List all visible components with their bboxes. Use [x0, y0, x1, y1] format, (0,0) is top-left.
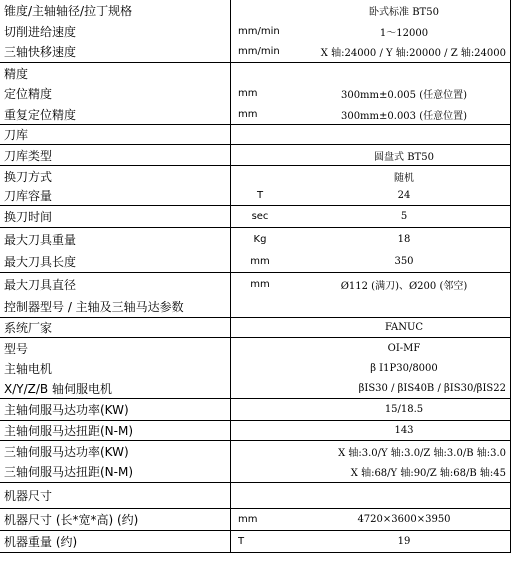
row-value: 15/18.5 — [384, 404, 424, 415]
row-label: 主轴伺服马达扭距(N-M) — [4, 424, 134, 438]
row-label: 系统厂家 — [4, 321, 53, 335]
row-unit: mm — [238, 108, 258, 120]
row-value: βIS30 / βIS40B / βIS30/βIS22 — [358, 382, 506, 394]
row-value: 19 — [397, 536, 411, 547]
row-label: X/Y/Z/B 轴伺服电机 — [4, 381, 112, 396]
table-row — [0, 399, 511, 421]
row-unit: T — [256, 190, 264, 201]
section-header-row — [0, 125, 511, 145]
row-label: 重复定位精度 — [4, 107, 77, 122]
table-row — [0, 461, 511, 483]
row-unit: sec — [251, 211, 269, 222]
row-label: 换刀方式 — [4, 169, 53, 184]
row-unit — [238, 338, 298, 358]
row-label: 三轴伺服马达扭距(N-M) — [4, 465, 134, 479]
table-row — [0, 0, 511, 21]
row-value: β I1P30/8000 — [370, 362, 438, 374]
table-row — [0, 83, 511, 104]
row-value: 1～12000 — [379, 27, 429, 39]
row-unit — [238, 358, 298, 378]
row-value: X 轴:68/Y 轴:90/Z 轴:68/B 轴:45 — [350, 468, 506, 479]
row-label: 最大刀具直径 — [4, 278, 77, 292]
row-unit: mm/min — [238, 25, 280, 37]
row-unit: T — [238, 536, 245, 547]
row-unit: Kg — [253, 233, 267, 245]
row-unit — [238, 399, 298, 420]
row-unit — [238, 145, 298, 165]
row-unit: mm/min — [238, 46, 280, 57]
row-label: 机器尺寸 (长*宽*高) (约) — [4, 513, 139, 527]
row-unit — [238, 166, 298, 186]
table-row — [0, 358, 511, 378]
row-value: 300mm±0.003 (任意位置) — [340, 110, 468, 122]
table-row — [0, 318, 511, 338]
row-value: 18 — [397, 233, 411, 245]
table-row — [0, 41, 511, 63]
row-label: 型号 — [4, 341, 29, 356]
row-value: X 轴:3.0/Y 轴:3.0/Z 轴:3.0/B 轴:3.0 — [338, 447, 506, 459]
row-value: Ø112 (满刀)、Ø200 (邻空) — [340, 281, 468, 292]
row-value: OI-MF — [387, 342, 421, 354]
table-row — [0, 228, 511, 250]
row-value: 随机 — [394, 172, 414, 184]
row-label: 刀库容量 — [4, 189, 53, 203]
row-label: 主轴电机 — [4, 361, 53, 376]
table-row — [0, 378, 511, 399]
table-row — [0, 421, 511, 441]
row-value: 4720×3600×3950 — [357, 514, 451, 525]
section-header-row — [0, 296, 511, 318]
section-title: 控制器型号 / 主轴及三轴马达参数 — [4, 300, 184, 314]
table-row — [0, 441, 511, 461]
section-header-row — [0, 63, 511, 83]
table-row — [0, 21, 511, 41]
section-title: 机器尺寸 — [4, 489, 53, 503]
row-label: 刀库类型 — [4, 148, 53, 163]
section-title: 刀库 — [4, 128, 29, 142]
column-divider — [230, 0, 231, 553]
row-value: 圆盘式 BT50 — [374, 151, 434, 163]
row-label: 最大刀具长度 — [4, 254, 77, 269]
row-unit — [238, 318, 298, 337]
row-label: 机器重量 (约) — [4, 535, 78, 549]
row-value: FANUC — [384, 322, 424, 333]
table-row — [0, 145, 511, 166]
row-unit — [238, 421, 298, 440]
section-header-row — [0, 483, 511, 509]
column-divider — [510, 0, 511, 553]
row-label: 换刀时间 — [4, 210, 53, 224]
row-unit: mm — [250, 255, 270, 267]
row-unit: mm — [250, 279, 270, 290]
row-unit: mm — [238, 88, 258, 99]
table-row — [0, 206, 511, 228]
table-row — [0, 250, 511, 273]
table-row — [0, 166, 511, 186]
row-unit: mm — [238, 514, 258, 525]
row-value: 卧式标准 BT50 — [369, 7, 439, 18]
row-label: 主轴伺服马达功率(KW) — [4, 403, 129, 417]
row-label: 定位精度 — [4, 87, 53, 101]
row-value: 5 — [400, 211, 408, 222]
row-value: 300mm±0.005 (任意位置) — [340, 90, 468, 101]
row-unit — [238, 0, 298, 21]
table-row — [0, 104, 511, 125]
row-value: 143 — [394, 425, 414, 436]
row-label: 锥度/主轴轴径/拉丁规格 — [4, 4, 133, 18]
row-label: 切削进给速度 — [4, 24, 77, 39]
row-label: 三轴伺服马达功率(KW) — [4, 444, 129, 459]
table-row — [0, 531, 511, 553]
table-row — [0, 338, 511, 358]
section-title: 精度 — [4, 66, 29, 81]
row-value: X 轴:24000 / Y 轴:20000 / Z 轴:24000 — [320, 48, 506, 59]
row-value: 24 — [397, 190, 411, 201]
row-label: 三轴快移速度 — [4, 45, 77, 59]
row-label: 最大刀具重量 — [4, 232, 77, 247]
row-value: 350 — [394, 255, 414, 267]
table-row — [0, 509, 511, 531]
table-row — [0, 273, 511, 296]
table-row — [0, 186, 511, 206]
